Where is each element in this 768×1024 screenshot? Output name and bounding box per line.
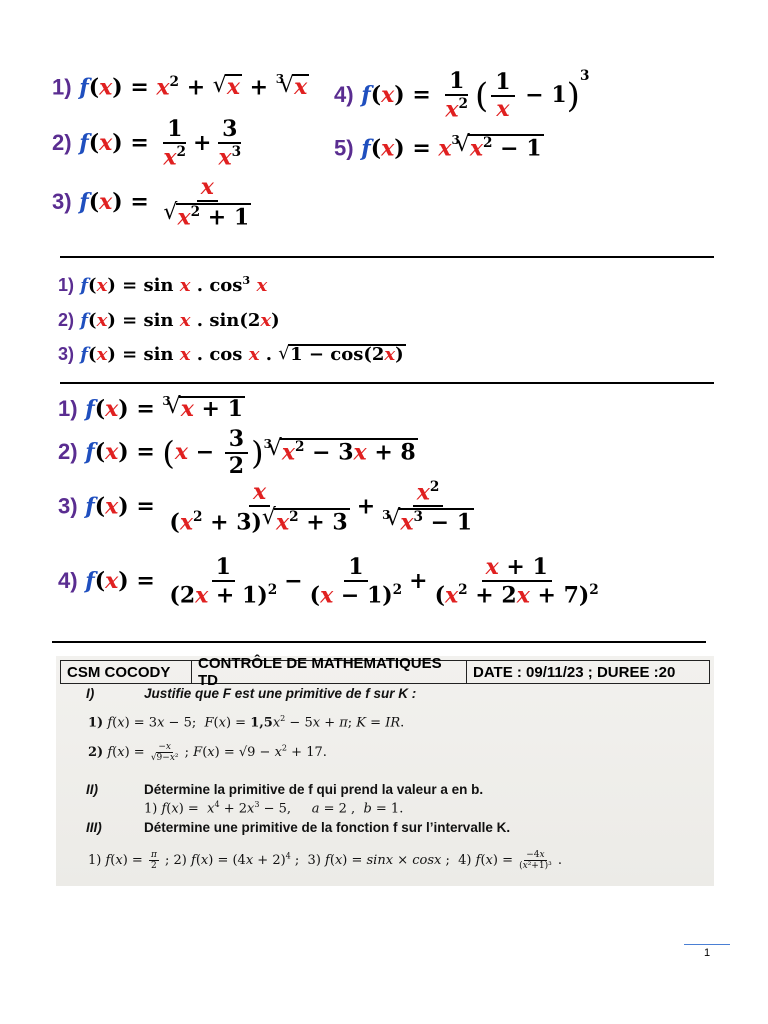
q1-item-1: 1) f(x) = 3x − 5; $F(x) = 1,5x^2 - 5x + \pi$; K = IR.: [88, 714, 405, 731]
school-name: CSM COCODY: [61, 661, 192, 683]
item-number: 4): [334, 82, 354, 107]
page-number: 1: [684, 944, 730, 959]
s2-item-2: 2) f(x) = sin x . sin(2x): [58, 310, 280, 331]
s1-item-1: 1) $f(x) = x^2$ + √ x + $^3$√ x: [52, 74, 309, 100]
exam-date: DATE : 09/11/23 ; DUREE :20: [473, 663, 676, 681]
item-number: 2): [52, 129, 72, 155]
item-number: 2): [58, 439, 78, 465]
divider: [60, 382, 714, 384]
s1-item-4: 4) f(x) = $\frac{1}{x^2}$ ( $\frac{1}{x}$ − 1)$^3$: [334, 68, 590, 123]
q1-label: I): [86, 686, 95, 701]
q2-text: Détermine la primitive de f qui prend la valeur a en b.: [144, 782, 484, 797]
divider: [60, 256, 714, 258]
item-number: 3): [52, 188, 72, 214]
s3-item-4: 4) f(x) = $\frac{1}{(2x + 1)^2}$ − $\frac{1}{(x - 1)^2}$ + $\frac{x + 1}{(x^2 + 2x + 7)^2}$: [58, 554, 599, 609]
exam-title: CONTRÔLE DE MATHEMATIQUES TD: [192, 661, 467, 683]
s3-item-1: 1) f(x) = $^3$√ x + 1: [58, 396, 245, 422]
q3-text: Détermine une primitive de la fonction f sur l’intervalle K.: [144, 820, 511, 835]
s2-item-3: 3) f(x) = sin x . cos x . √ 1 − cos(2x): [58, 344, 406, 365]
q3-label: III): [86, 820, 102, 835]
item-number: 1): [52, 74, 72, 100]
q1-text: Justifie que F est une primitive de f sur K :: [144, 686, 417, 701]
q3-items: 1) f(x) = $\frac{\pi}{2}$ ; 2) $f(x) = (4x + 2)^4$ ; 3) f(x) = sinx × cosx ; 4) f(x) = $\frac{-4x}{\text{(x²+1)³}}$ .: [88, 850, 562, 871]
s3-item-2: 2) f(x) = (x − $\frac{3}{2}$ )$^3$√ $x^2 - 3x + 8$: [58, 428, 418, 478]
scanned-exam: [56, 656, 714, 886]
q1-item-2: 2) f(x) = $\frac{-x}{\text{√9−x²}}$ ; $F(x) = √9 - x^2 + 17$.: [88, 742, 327, 763]
exam-header: [60, 655, 710, 689]
q2-label: II): [86, 782, 98, 797]
divider: [52, 641, 706, 643]
item-number: 2): [58, 310, 75, 330]
s1-item-5: 5) $f(x) = x^3√$ $x^2 - 1$: [334, 134, 544, 161]
item-number: 1): [58, 396, 78, 421]
item-number: 1): [58, 275, 75, 295]
q2-item-1: 1) $f(x) = x^4 + 2x^3 - 5$, a = 2 , b = 1.: [144, 800, 404, 817]
item-number: 5): [334, 135, 354, 161]
item-number: 3): [58, 344, 75, 364]
s1-item-3: 3) f(x) = x √ $x^2 + 1$: [52, 176, 258, 230]
s3-item-3: 3) f(x) = $\frac{x}{(x^2 + 3)√ x^2 + 3}$ + $\frac{x^2}{^3√ x^3 - 1}$: [58, 480, 481, 535]
item-number: 4): [58, 567, 78, 593]
s1-item-2: 2) f(x) = $\frac{1}{x^2}$ + $\frac{3}{x^3}$: [52, 116, 242, 171]
item-number: 3): [58, 493, 78, 519]
s2-item-1: 1) f(x) = sin x . $\cos^3 x$: [58, 274, 268, 296]
